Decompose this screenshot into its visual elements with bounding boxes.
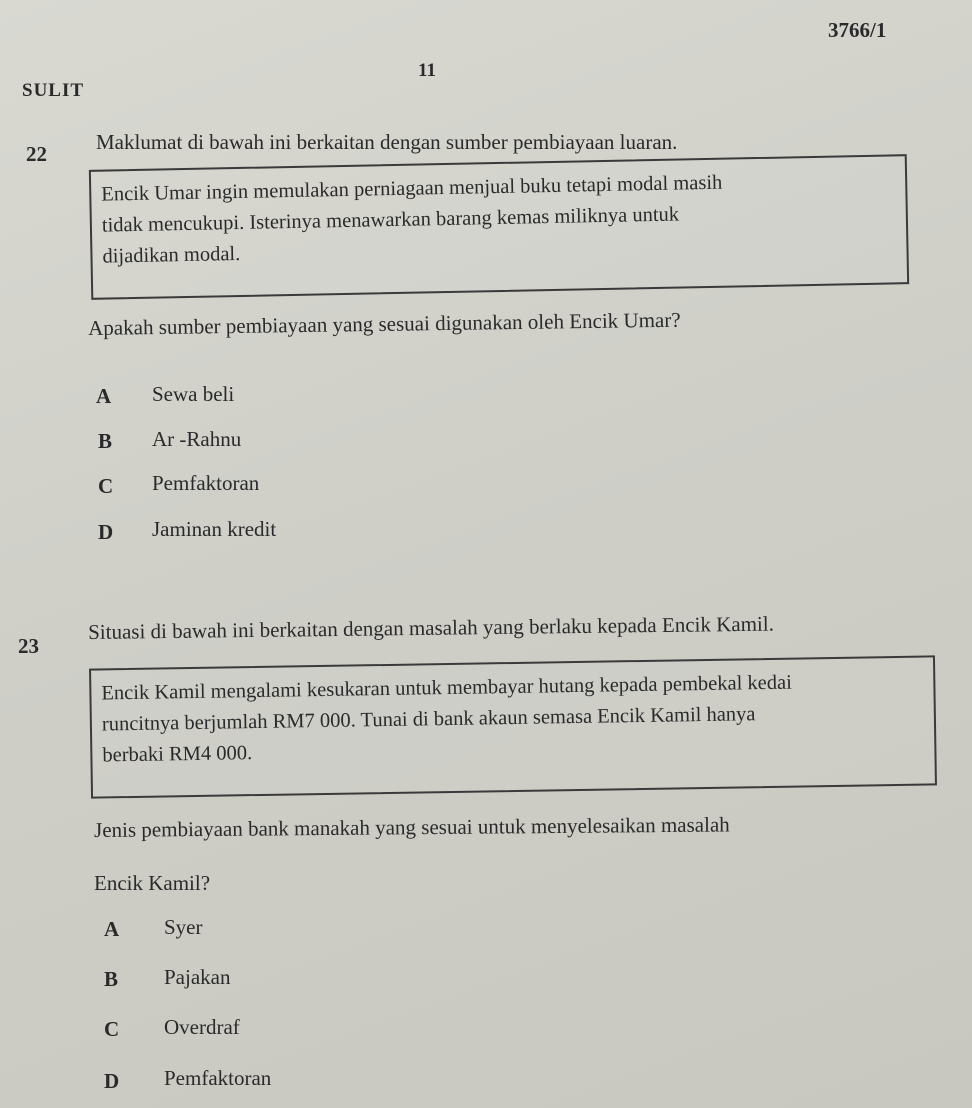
question-23-number: 23 xyxy=(18,634,39,658)
option-22-d-text[interactable]: Jaminan kredit xyxy=(152,517,277,541)
option-23-a-letter: A xyxy=(104,917,120,941)
info-line: runcitnya berjumlah RM7 000. Tunai di bank akaun semasa Encik Kamil hanya xyxy=(101,703,756,736)
info-line: Encik Umar ingin memulakan perniagaan menjual buku tetapi modal masih xyxy=(101,171,723,206)
option-23-b-letter: B xyxy=(104,967,119,991)
info-line: tidak mencukupi. Isterinya menawarkan barang kemas miliknya untuk xyxy=(101,203,680,237)
option-23-d-text[interactable]: Pemfaktoran xyxy=(164,1066,272,1090)
option-23-d-letter: D xyxy=(104,1069,120,1093)
question-22-number: 22 xyxy=(26,142,47,166)
page-number: 11 xyxy=(418,60,436,81)
option-22-c-text[interactable]: Pemfaktoran xyxy=(152,471,260,495)
classification-label: SULIT xyxy=(22,80,85,101)
option-22-a-text[interactable]: Sewa beli xyxy=(152,382,235,406)
option-22-b-letter: B xyxy=(98,429,113,453)
question-23-text-line-2: Encik Kamil? xyxy=(94,871,211,895)
question-23-info-box xyxy=(89,655,937,798)
question-23-intro: Situasi di bawah ini berkaitan dengan masalah yang berlaku kepada Encik Kamil. xyxy=(88,611,775,644)
paper-code: 3766/1 xyxy=(828,18,887,42)
info-line: Encik Kamil mengalami kesukaran untuk membayar hutang kepada pembekal kedai xyxy=(101,671,793,705)
question-22-text: Apakah sumber pembiayaan yang sesuai digunakan oleh Encik Umar? xyxy=(88,307,681,340)
option-23-a-text[interactable]: Syer xyxy=(164,915,203,939)
question-22-intro: Maklumat di bawah ini berkaitan dengan sumber pembiayaan luaran. xyxy=(96,130,678,154)
info-line: berbaki RM4 000. xyxy=(102,742,253,767)
option-22-a-letter: A xyxy=(96,384,112,408)
option-22-d-letter: D xyxy=(98,520,114,544)
option-22-b-text[interactable]: Ar -Rahnu xyxy=(152,427,242,451)
info-line: dijadikan modal. xyxy=(102,242,241,268)
question-22-info-box xyxy=(89,154,909,300)
question-23-text-line-1: Jenis pembiayaan bank manakah yang sesuai untuk menyelesaikan masalah xyxy=(94,812,730,842)
option-23-c-letter: C xyxy=(104,1017,120,1041)
option-22-c-letter: C xyxy=(98,474,114,498)
option-23-b-text[interactable]: Pajakan xyxy=(164,965,231,989)
option-23-c-text[interactable]: Overdraf xyxy=(164,1015,240,1039)
